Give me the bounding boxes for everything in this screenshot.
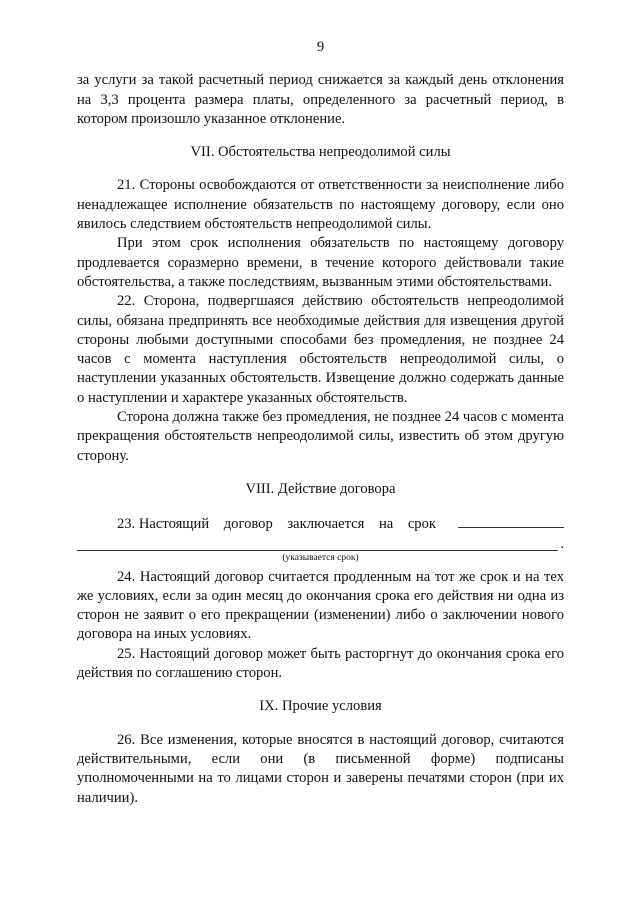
clause-25: 25. Настоящий договор может быть расторгнут до окончания срока его действия по соглашению сторон. bbox=[77, 645, 564, 682]
term-period: . bbox=[560, 535, 564, 552]
clause-23-word: 23. Настоящий bbox=[117, 516, 210, 533]
term-caption: (указывается срок) bbox=[282, 552, 359, 563]
clause-23-text bbox=[77, 515, 458, 534]
page-number: 9 bbox=[316, 39, 325, 55]
document-page bbox=[77, 38, 564, 808]
section-8-heading: VIII. Действие договора bbox=[245, 480, 396, 497]
clause-22-continuation: Сторона должна также без промедления, не позднее 24 часов с момента прекращения обстоятельств непреодолимой силы, известить об этом другую сторону. bbox=[77, 409, 564, 464]
clause-23-word: заключается bbox=[287, 516, 365, 533]
term-blank-row bbox=[77, 535, 564, 551]
clause-21-continuation: При этом срок исполнения обязательств по настоящему договору продлевается соразмерно времени, в течение которого действовали такие обстоятельства, а также последствиям, вызванным этими обстоятельствами. bbox=[77, 235, 564, 290]
clause-26: 26. Все изменения, которые вносятся в настоящий договор, считаются действительными, если они (в письменной форме) подписаны уполномоченными на то лицами сторон и заверены печатями сторон (при их наличии). bbox=[77, 731, 564, 806]
clause-22: 22. Сторона, подвергшаяся действию обстоятельств непреодолимой силы, обязана предпринять все необходимые действия для извещения другой стороны любыми доступными способами без промедления, не позднее 24 часов с момента наступления обстоятельств непреодолимой силы, о наступлении указанных обстоятельств. Извещение должно содержать данные о наступлении и характере указанных обстоятельств. bbox=[77, 293, 564, 406]
clause-23-word: на bbox=[378, 516, 394, 533]
section-9-heading: IX. Прочие условия bbox=[259, 698, 382, 715]
clause-21: 21. Стороны освобождаются от ответственности за неисполнение либо ненадлежащее исполнение обязательств по настоящему договору, если оно явилось следствием обстоятельств непреодолимой силы. bbox=[77, 177, 564, 233]
term-blank-full[interactable] bbox=[77, 538, 558, 551]
clause-23-word: срок bbox=[407, 516, 436, 533]
clause-23-word: договор bbox=[223, 516, 273, 533]
clause-23 bbox=[77, 513, 564, 534]
clause-24: 24. Настоящий договор считается продленным на тот же срок и на тех же условиях, если за один месяц до окончания срока его действия ни одна из сторон не заявит о его прекращении (изменении) либо о заключении нового договора на иных условиях. bbox=[77, 568, 564, 643]
section-7-heading: VII. Обстоятельства непреодолимой силы bbox=[190, 144, 451, 161]
term-blank-short[interactable] bbox=[458, 513, 564, 528]
intro-paragraph: за услуги за такой расчетный период снижается за каждый день отклонения на 3,3 процента размера платы, определенного за расчетный период, в котором произошло указанное отклонение. bbox=[77, 72, 564, 127]
